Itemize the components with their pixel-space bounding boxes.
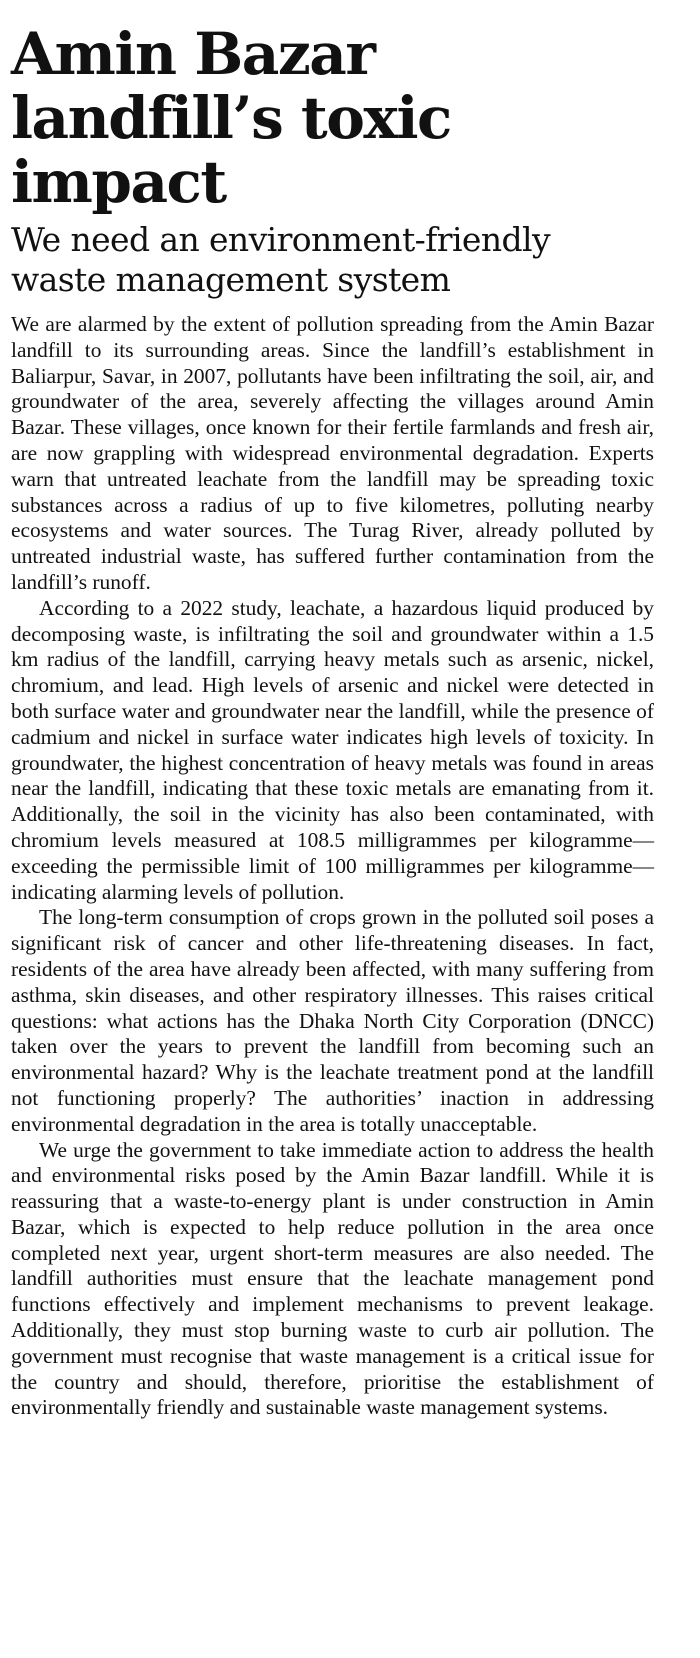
article-body <box>11 312 654 1421</box>
body-paragraph: The long-term consumption of crops grown in the polluted soil poses a significant risk of cancer and other life-threatening diseases. In fact, residents of the area have already been affected, with many suffering from asthma, skin diseases, and other respiratory illnesses. This raises critical questions: what actions has the Dhaka North City Corporation (DNCC) taken over the years to prevent the landfill from becoming such an environmental hazard? Why is the leachate treatment pond at the landfill not functioning properly? The authorities’ inaction in addressing environmental degradation in the area is totally unacceptable. <box>11 905 654 1136</box>
headline: Amin Bazar landfill’s toxic impact <box>11 20 451 216</box>
subheadline: We need an environment-friendly waste management system <box>11 220 551 299</box>
body-paragraph: According to a 2022 study, leachate, a hazardous liquid produced by decomposing waste, is infiltrating the soil and groundwater within a 1.5 km radius of the landfill, carrying heavy metals such as arsenic, nickel, chromium, and lead. High levels of arsenic and nickel were detected in both surface water and groundwater near the landfill, while the presence of cadmium and nickel in surface water indicates high levels of toxicity. In groundwater, the highest concentration of heavy metals was found in areas near the landfill, indicating that these toxic metals are emanating from it. Additionally, the soil in the vicinity has also been contaminated, with chromium levels measured at 108.5 milligrammes per kilogramme—exceeding the permissible limit of 100 milligrammes per kilogramme—indicating alarming levels of pollution. <box>11 595 654 904</box>
body-paragraph: We urge the government to take immediate action to address the health and environmental risks posed by the Amin Bazar landfill. While it is reassuring that a waste-to-energy plant is under construction in Amin Bazar, which is expected to help reduce pollution in the area once completed next year, urgent short-term measures are also needed. The landfill authorities must ensure that the leachate management pond functions effectively and implement mechanisms to prevent leakage. Additionally, they must stop burning waste to curb air pollution. The government must recognise that waste management is a critical issue for the country and should, therefore, prioritise the establishment of environmentally friendly and sustainable waste management systems. <box>11 1137 654 1420</box>
body-paragraph: We are alarmed by the extent of pollution spreading from the Amin Bazar landfill to its surrounding areas. Since the landfill’s establishment in Baliarpur, Savar, in 2007, pollutants have been infiltrating the soil, air, and groundwater of the area, severely affecting the villages around Amin Bazar. These villages, once known for their fertile farmlands and fresh air, are now grappling with widespread environmental degradation. Experts warn that untreated leachate from the landfill may be spreading toxic substances across a radius of up to five kilometres, polluting nearby ecosystems and water sources. The Turag River, already polluted by untreated industrial waste, has suffered further contamination from the landfill’s runoff. <box>11 312 654 594</box>
